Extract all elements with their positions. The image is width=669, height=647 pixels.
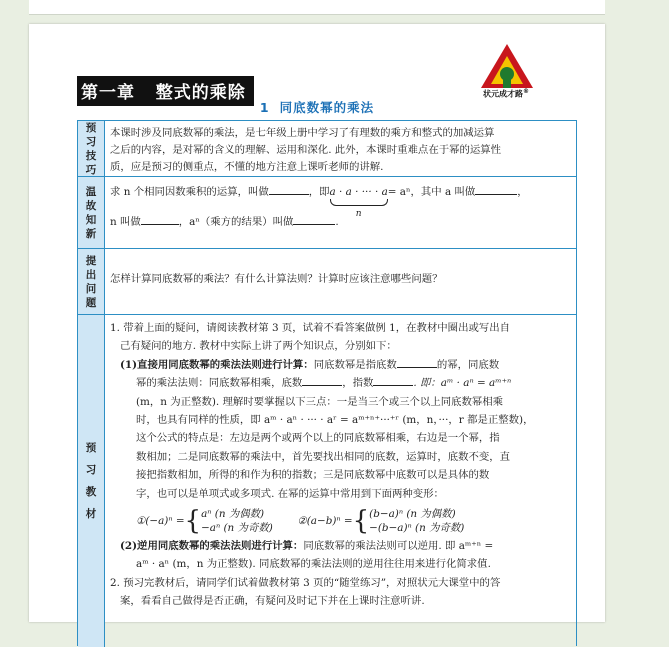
table-row-review [78,177,576,249]
answer-blank[interactable] [397,356,437,368]
previous-page-edge [29,0,605,15]
row-content [110,271,570,288]
answer-blank[interactable] [269,183,309,195]
text-line: 怎样计算同底数幂的乘法？有什么计算法则？计算时应该注意哪些问题？ [110,273,443,285]
section-title: 同底数幂的乘法 [279,100,375,115]
table-row-textbook [78,315,576,647]
logo-label: 状元成才路 [483,89,523,99]
table-row-questions [78,249,576,315]
preview-table [77,120,577,646]
text-line: 本课时涉及同底数幂的乘法，是七年级上册中学习了有理数的乘方和整式的加减运算 [110,127,495,139]
text-line: 1. 带着上面的疑问，请阅读教材第 3 页，试着不看答案做例 1，在教材中圈出或写出自 [110,322,511,334]
text-line: 这个公式的特点是：左边是两个或两个以上的同底数幂相乘，右边是一个幂，指 [136,432,500,445]
document-page [29,24,605,622]
row-content [110,183,570,231]
text-line: (m，n 为正整数). 理解时要掌握以下三点：一是当三个或三个以上同底数幂相乘 [136,395,504,408]
text-line: 时，也具有同样的性质，即 aᵐ · aⁿ · ··· · aʳ = aᵐ⁺ⁿ⁺···⁺ʳ (m，n，···，r 都是正整数)， [136,414,534,427]
row-label: 预习教材 [78,315,105,647]
row-content [110,319,570,611]
row-label: 提出问题 [78,249,105,314]
text-line: 质，应是预习的侧重点，不懂的地方注意上课听老师的讲解. [110,161,384,173]
review-question-2: n 叫做 ，aⁿ（乘方的结果）叫做 . [110,213,570,231]
text-line: 幂的乘法法则：同底数幂相乘，底数 ，指数 . 即：aᵐ · aⁿ = aᵐ⁺ⁿ [110,374,570,392]
row-content [110,125,570,176]
row-label: 预习技巧 [78,121,105,176]
text-line: 接把指数相加，所得的和作为积的指数；三是同底数幂中底数可以是具体的数 [136,469,490,482]
text-line: aᵐ · aⁿ (m，n 为正整数). 同底数幂的乘法法则的逆用往往用来进行化简求值. [136,558,491,571]
text-line: 数相加；二是同底数幂的乘法中，首先要找出相同的底数，运算时，底数不变，直 [136,450,511,463]
underbrace-label: n [355,209,362,219]
answer-blank[interactable] [141,213,179,225]
left-brace: { [352,506,370,537]
formula-2-lhs: ②(a−b)ⁿ = [297,515,353,528]
knowledge-point-1: (1)直接用同底数幂的乘法法则进行计算：同底数幂是指底数 的幂，同底数 [110,356,570,374]
table-row-preview-tips [78,121,576,177]
formula-row [110,507,570,535]
section-number: 1 [259,100,270,115]
text-line: 己有疑问的地方. 教材中实际上讲了两个知识点，分别如下： [120,340,397,353]
logo-registered-mark: ® [523,88,529,95]
text-line: 之后的内容，是对幂的含义的理解、运用和深化. 此外，本课时重难点在于幂的运算性 [110,144,502,156]
formula-1-cases: aⁿ (n 为偶数) −aⁿ (n 为奇数) [201,508,273,535]
text-line: 字，也可以是单项式或多项式. 在幂的运算中常用到下面两种变形： [136,487,444,500]
knowledge-point-2: (2)逆用同底数幂的乘法法则进行计算：同底数幂的乘法法则可以逆用. 即 aᵐ⁺ⁿ = [120,540,494,553]
product-expression: a · a · ··· · a n [330,183,388,201]
answer-blank[interactable] [475,183,517,195]
formula-1-lhs: ①(−a)ⁿ = [136,515,185,528]
text-line: 2. 预习完教材后，请同学们试着做教材第 3 页的“随堂练习”，对照状元大课堂中的答 [110,576,501,589]
row-label: 温故知新 [78,177,105,248]
answer-blank[interactable] [302,374,342,386]
chapter-title: 第一章 整式的乘除 [77,76,254,106]
section-heading [29,98,605,116]
review-question-1: 求 n 个相同因数乘积的运算，叫做 ，即a · a · ··· · a n = aⁿ，其中 a 叫做 ， [110,183,570,201]
answer-blank[interactable] [373,374,413,386]
left-brace: { [184,506,202,537]
text-line: 案，看看自己做得是否正确，有疑问及时记下并在上课时注意听讲. [120,595,425,608]
formula-2-cases: (b−a)ⁿ (n 为偶数) −(b−a)ⁿ (n 为奇数) [369,508,465,535]
